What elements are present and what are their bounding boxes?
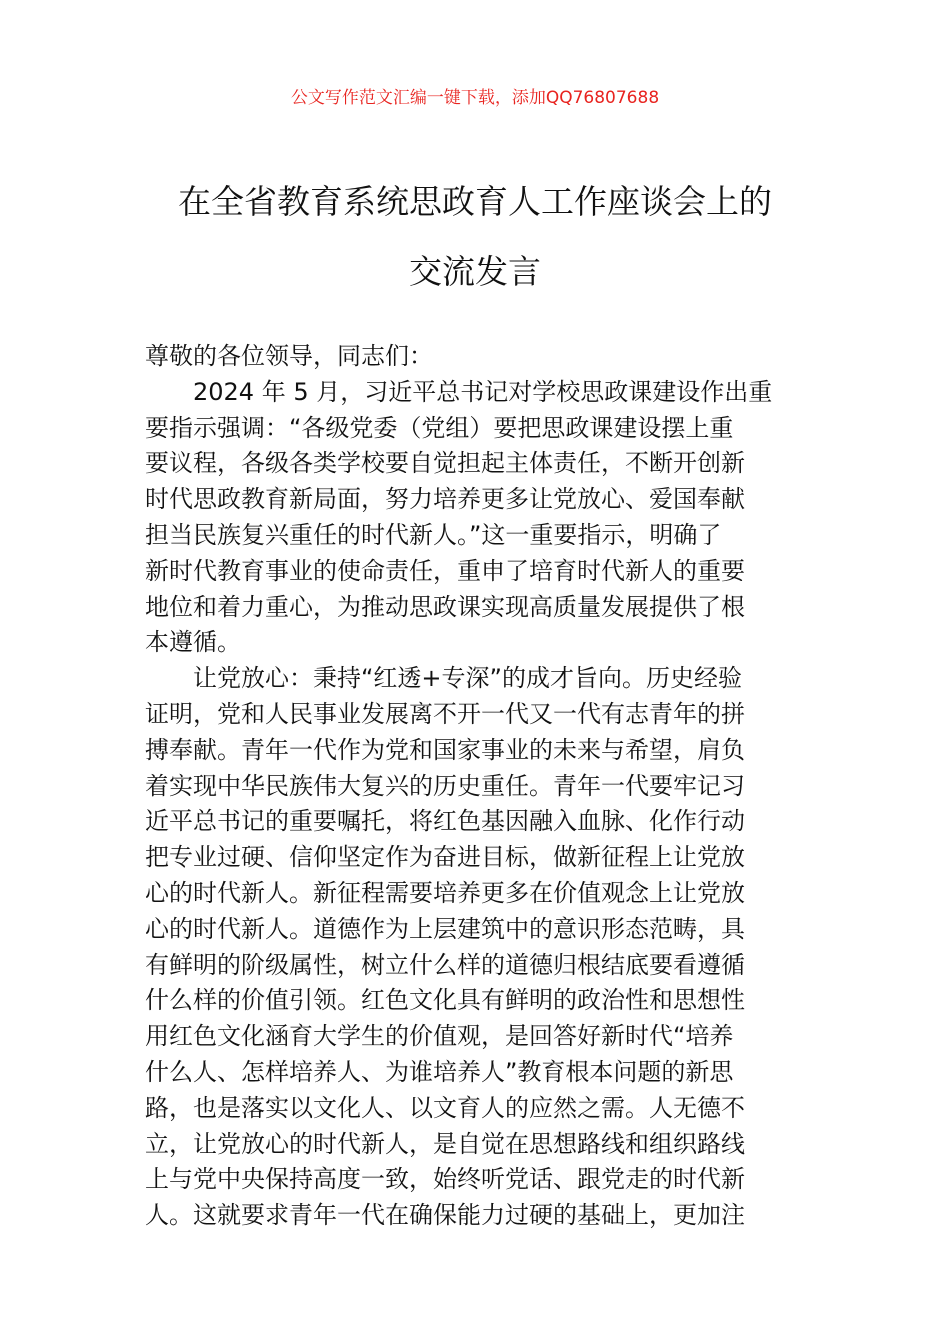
body-text-line: 本遵循。	[145, 628, 241, 657]
body-text-line: 着实现中华民族伟大复兴的历史重任。青年一代要牢记习	[145, 771, 745, 800]
body-text-line: 地位和着力重心，为推动思政课实现高质量发展提供了根	[145, 592, 745, 621]
body-text-line: 近平总书记的重要嘱托，将红色基因融入血脉、化作行动	[145, 807, 745, 836]
body-text-line: 路，也是落实以文化人、以文育人的应然之需。人无德不	[145, 1093, 745, 1122]
body-text-line: 担当民族复兴重任的时代新人。”这一重要指示，明确了	[145, 520, 722, 549]
body-text-line: 要指示强调：“各级党委（党组）要把思政课建设摆上重	[145, 413, 734, 442]
body-text-line: 把专业过硬、信仰坚定作为奋进目标，做新征程上让党放	[145, 843, 745, 872]
body-text-line: 立，让党放心的时代新人，是自觉在思想路线和组织路线	[145, 1129, 745, 1158]
body-text-line: 搏奉献。青年一代作为党和国家事业的未来与希望，肩负	[145, 735, 745, 764]
body-text-line: 让党放心：秉持“红透+专深”的成才旨向。历史经验	[193, 664, 742, 693]
body-text-line: 心的时代新人。新征程需要培养更多在价值观念上让党放	[145, 878, 745, 907]
body-text-line: 心的时代新人。道德作为上层建筑中的意识形态范畴，具	[145, 914, 745, 943]
body-text-line: 时代思政教育新局面，努力培养更多让党放心、爱国奉献	[145, 485, 745, 514]
body-text-line: 尊敬的各位领导，同志们：	[145, 342, 433, 370]
download-banner: 公文写作范文汇编一键下载，添加QQ76807688	[290, 88, 660, 108]
body-text-line: 2024 年 5 月，习近平总书记对学校思政课建设作出重	[193, 377, 773, 406]
body-text-line: 什么样的价值引领。红色文化具有鲜明的政治性和思想性	[145, 986, 745, 1015]
document-title-line-2: 交流发言	[409, 252, 541, 291]
body-text-line: 证明，党和人民事业发展离不开一代又一代有志青年的拼	[145, 699, 745, 728]
body-text-line: 新时代教育事业的使命责任，重申了培育时代新人的重要	[145, 556, 745, 585]
body-text-line: 人。这就要求青年一代在确保能力过硬的基础上，更加注	[145, 1201, 745, 1230]
body-text-line: 要议程，各级各类学校要自觉担起主体责任，不断开创新	[145, 449, 745, 478]
body-text-line: 上与党中央保持高度一致，始终听党话、跟党走的时代新	[145, 1165, 745, 1194]
body-text-line: 有鲜明的阶级属性，树立什么样的道德归根结底要看遵循	[145, 950, 745, 979]
body-text-line: 用红色文化涵育大学生的价值观，是回答好新时代“培养	[145, 1022, 734, 1051]
body-text-line: 什么人、怎样培养人、为谁培养人”教育根本问题的新思	[145, 1057, 734, 1086]
document-body	[145, 339, 809, 1234]
document-title-line-1: 在全省教育系统思政育人工作座谈会上的	[178, 182, 772, 221]
